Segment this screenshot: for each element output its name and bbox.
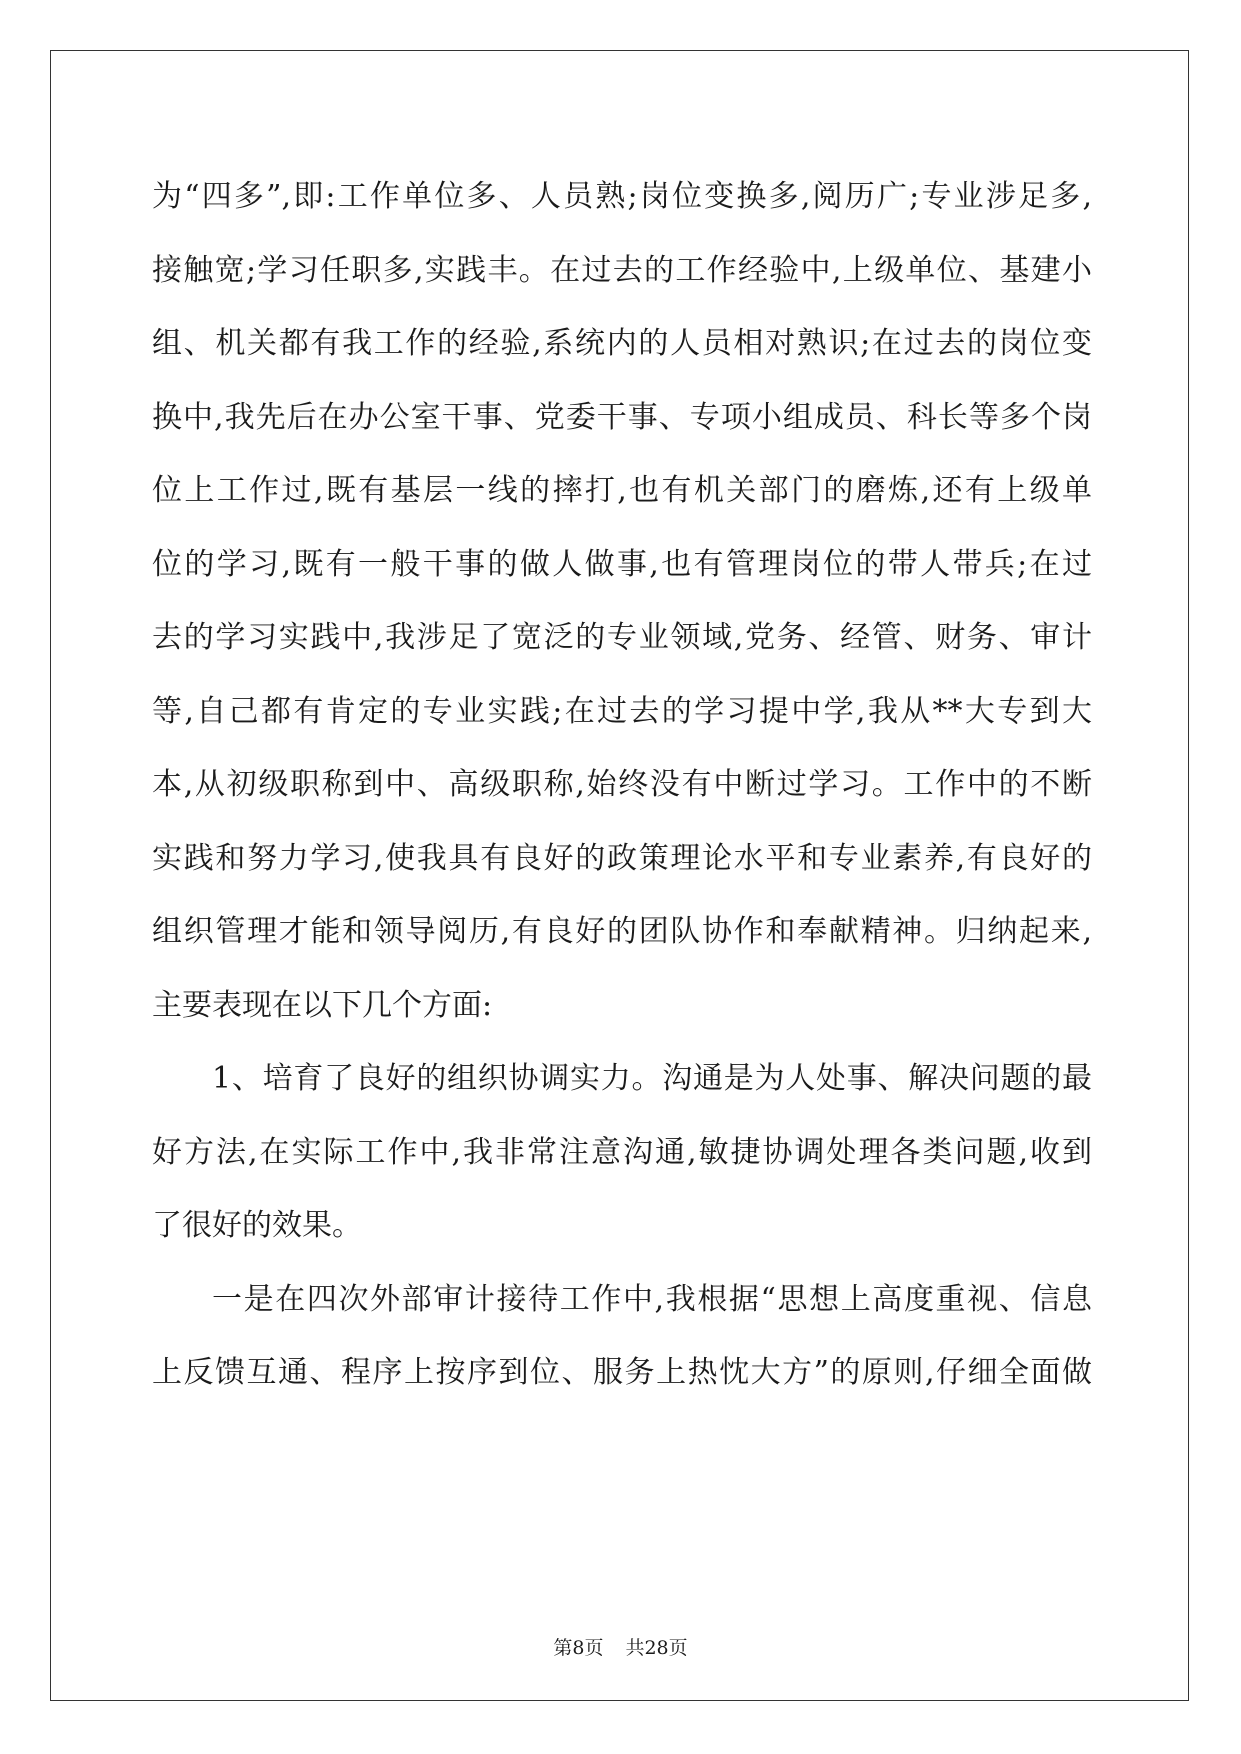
text-line: 好方法,在实际工作中,我非常注意沟通,敏捷协调处理各类问题,收到 bbox=[152, 1134, 1092, 1170]
text-line: 本,从初级职称到中、高级职称,始终没有中断过学习。工作中的不断 bbox=[152, 767, 1092, 802]
page-total: 共28页 bbox=[625, 1637, 688, 1659]
text-line: 上反馈互通、程序上按序到位、服务上热忱大方”的原则,仔细全面做 bbox=[152, 1355, 1092, 1390]
text-line: 为“四多”,即:工作单位多、人员熟;岗位变换多,阅历广;专业涉足多, bbox=[152, 179, 1092, 214]
text-line: 主要表现在以下几个方面: bbox=[152, 987, 493, 1023]
text-line: 实践和努力学习,使我具有良好的政策理论水平和专业素养,有良好的 bbox=[152, 840, 1092, 876]
text-line: 去的学习实践中,我涉足了宽泛的专业领域,党务、经管、财务、审计 bbox=[152, 620, 1092, 655]
text-line: 组、机关都有我工作的经验,系统内的人员相对熟识;在过去的岗位变 bbox=[152, 326, 1092, 361]
text-line: 组织管理才能和领导阅历,有良好的团队协作和奉献精神。归纳起来, bbox=[152, 914, 1092, 949]
text-line: 换中,我先后在办公室干事、党委干事、专项小组成员、科长等多个岗 bbox=[152, 399, 1092, 435]
text-line: 等,自己都有肯定的专业实践;在过去的学习提中学,我从**大专到大 bbox=[152, 693, 1092, 729]
text-line: 了很好的效果。 bbox=[152, 1208, 362, 1243]
text-line: 一是在四次外部审计接待工作中,我根据“思想上高度重视、信息 bbox=[212, 1281, 1092, 1317]
text-line: 接触宽;学习任职多,实践丰。在过去的工作经验中,上级单位、基建小 bbox=[152, 252, 1092, 288]
page-number: 第8页 bbox=[553, 1637, 604, 1659]
page-footer bbox=[0, 1636, 1241, 1660]
document-body bbox=[152, 160, 1092, 1410]
text-line: 1、培育了良好的组织协调实力。沟通是为人处事、解决问题的最 bbox=[212, 1061, 1092, 1096]
text-line: 位的学习,既有一般干事的做人做事,也有管理岗位的带人带兵;在过 bbox=[152, 546, 1092, 582]
text-line: 位上工作过,既有基层一线的摔打,也有机关部门的磨炼,还有上级单 bbox=[152, 473, 1092, 508]
